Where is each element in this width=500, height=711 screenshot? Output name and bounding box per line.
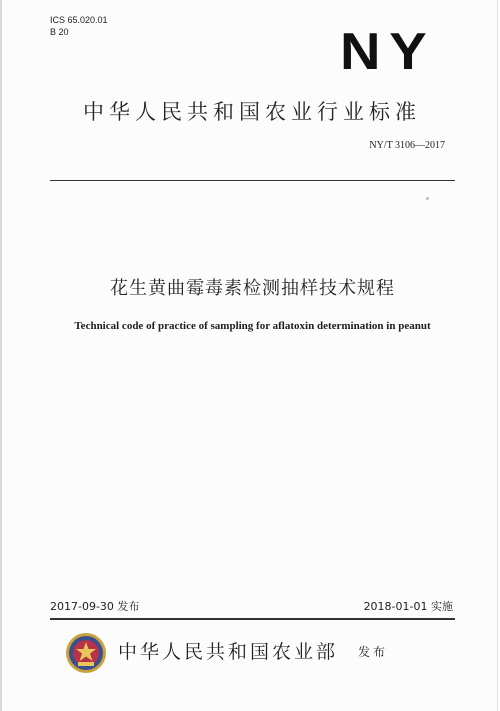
standard-number: NY/T 3106—2017 (369, 140, 445, 151)
standard-category-title: 中华人民共和国农业行业标准 (83, 100, 421, 124)
scan-speck (426, 197, 429, 200)
header-divider (50, 180, 455, 181)
chinese-title: 花生黄曲霉毒素检测抽样技术规程 (110, 278, 395, 299)
scan-edge (497, 0, 498, 711)
issue-date: 2017-09-30 发布 (50, 600, 140, 613)
implementation-date: 2018-01-01 实施 (363, 600, 453, 613)
issuing-authority: 中华人民共和国农业部 (118, 641, 339, 663)
ics-code: ICS 65.020.01 (50, 15, 108, 25)
ccs-code: B 20 (50, 27, 69, 37)
ny-logo: NY (340, 23, 436, 81)
national-emblem-icon (65, 632, 107, 674)
footer-divider (50, 618, 455, 620)
issue-label: 发布 (358, 645, 389, 659)
classification-codes (50, 14, 108, 38)
english-title: Technical code of practice of sampling for aflatoxin determination in peanut (74, 320, 431, 332)
